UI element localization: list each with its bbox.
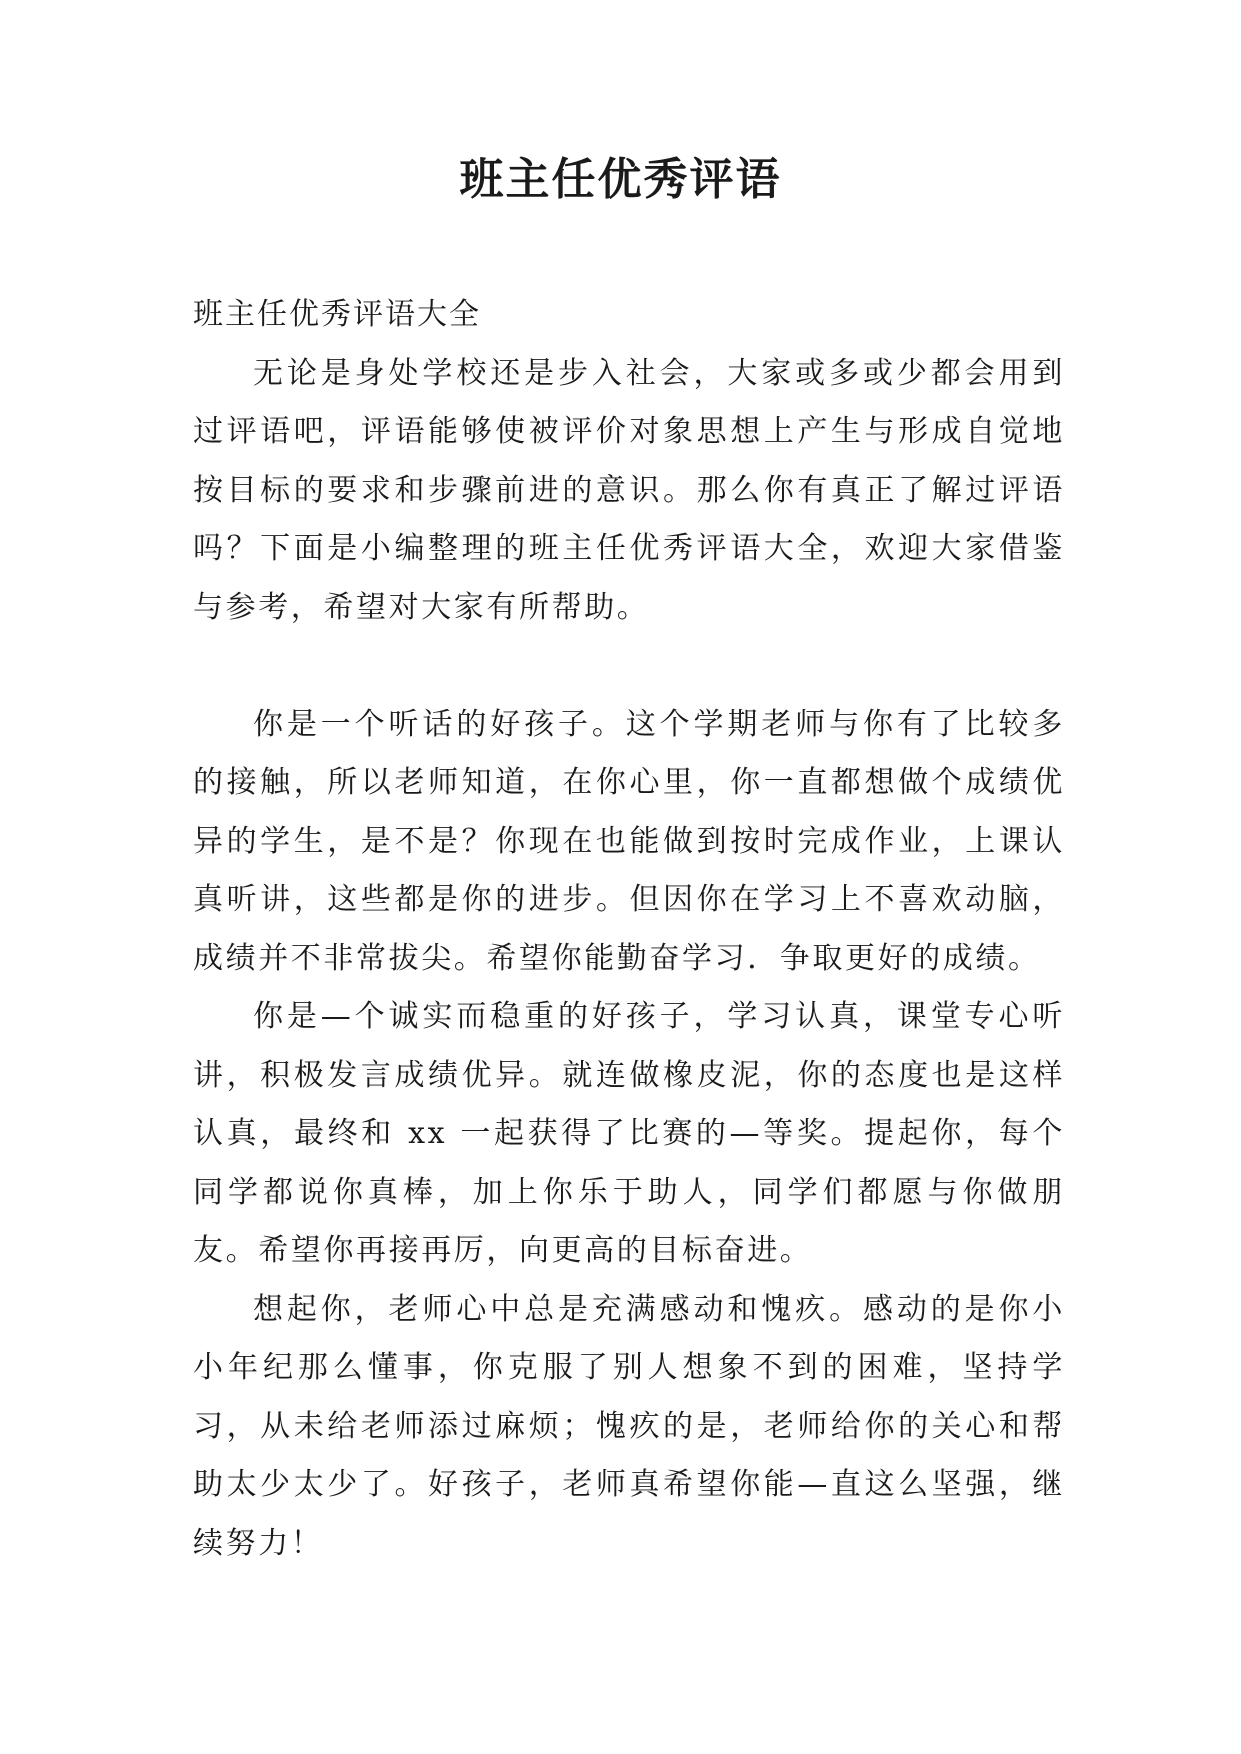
- intro-paragraph: 无论是身处学校还是步入社会，大家或多或少都会用到过评语吧，评语能够使被评价对象思想上产生与形成自觉地按目标的要求和步骤前进的意识。那么你有真正了解过评语吗？下面是小编整理的班主任优秀评语大全，欢迎大家借鉴与参考，希望对大家有所帮助。: [193, 355, 1065, 625]
- comment-paragraph-2: 你是—个诚实而稳重的好孩子，学习认真，课堂专心听讲，积极发言成绩优异。就连做橡皮泥，你的态度也是这样认真，最终和 xx 一起获得了比赛的—等奖。提起你，每个同学都说你真棒，加上你乐于助人，同学们都愿与你做朋友。希望你再接再厉，向更高的目标奋进。: [193, 999, 1065, 1268]
- document-title: 班主任优秀评语: [459, 154, 782, 205]
- paragraph-gap: [193, 637, 1065, 696]
- comment-paragraph-1: 你是一个听话的好孩子。这个学期老师与你有了比较多的接触，所以老师知道，在你心里，你一直都想做个成绩优异的学生，是不是？你现在也能做到按时完成作业，上课认真听讲，这些都是你的进步。但因你在学习上不喜欢动脑，成绩并不非常拔尖。希望你能勤奋学习．争取更好的成绩。: [193, 706, 1065, 976]
- document-body: [193, 286, 1065, 1573]
- comment-paragraph-3: 想起你，老师心中总是充满感动和愧疚。感动的是你小小年纪那么懂事，你克服了别人想象不到的困难，坚持学习，从未给老师添过麻烦；愧疚的是，老师给你的关心和帮助太少太少了。好孩子，老师真希望你能—直这么坚强，继续努力！: [193, 1291, 1065, 1561]
- document-subtitle: 班主任优秀评语大全: [193, 297, 481, 332]
